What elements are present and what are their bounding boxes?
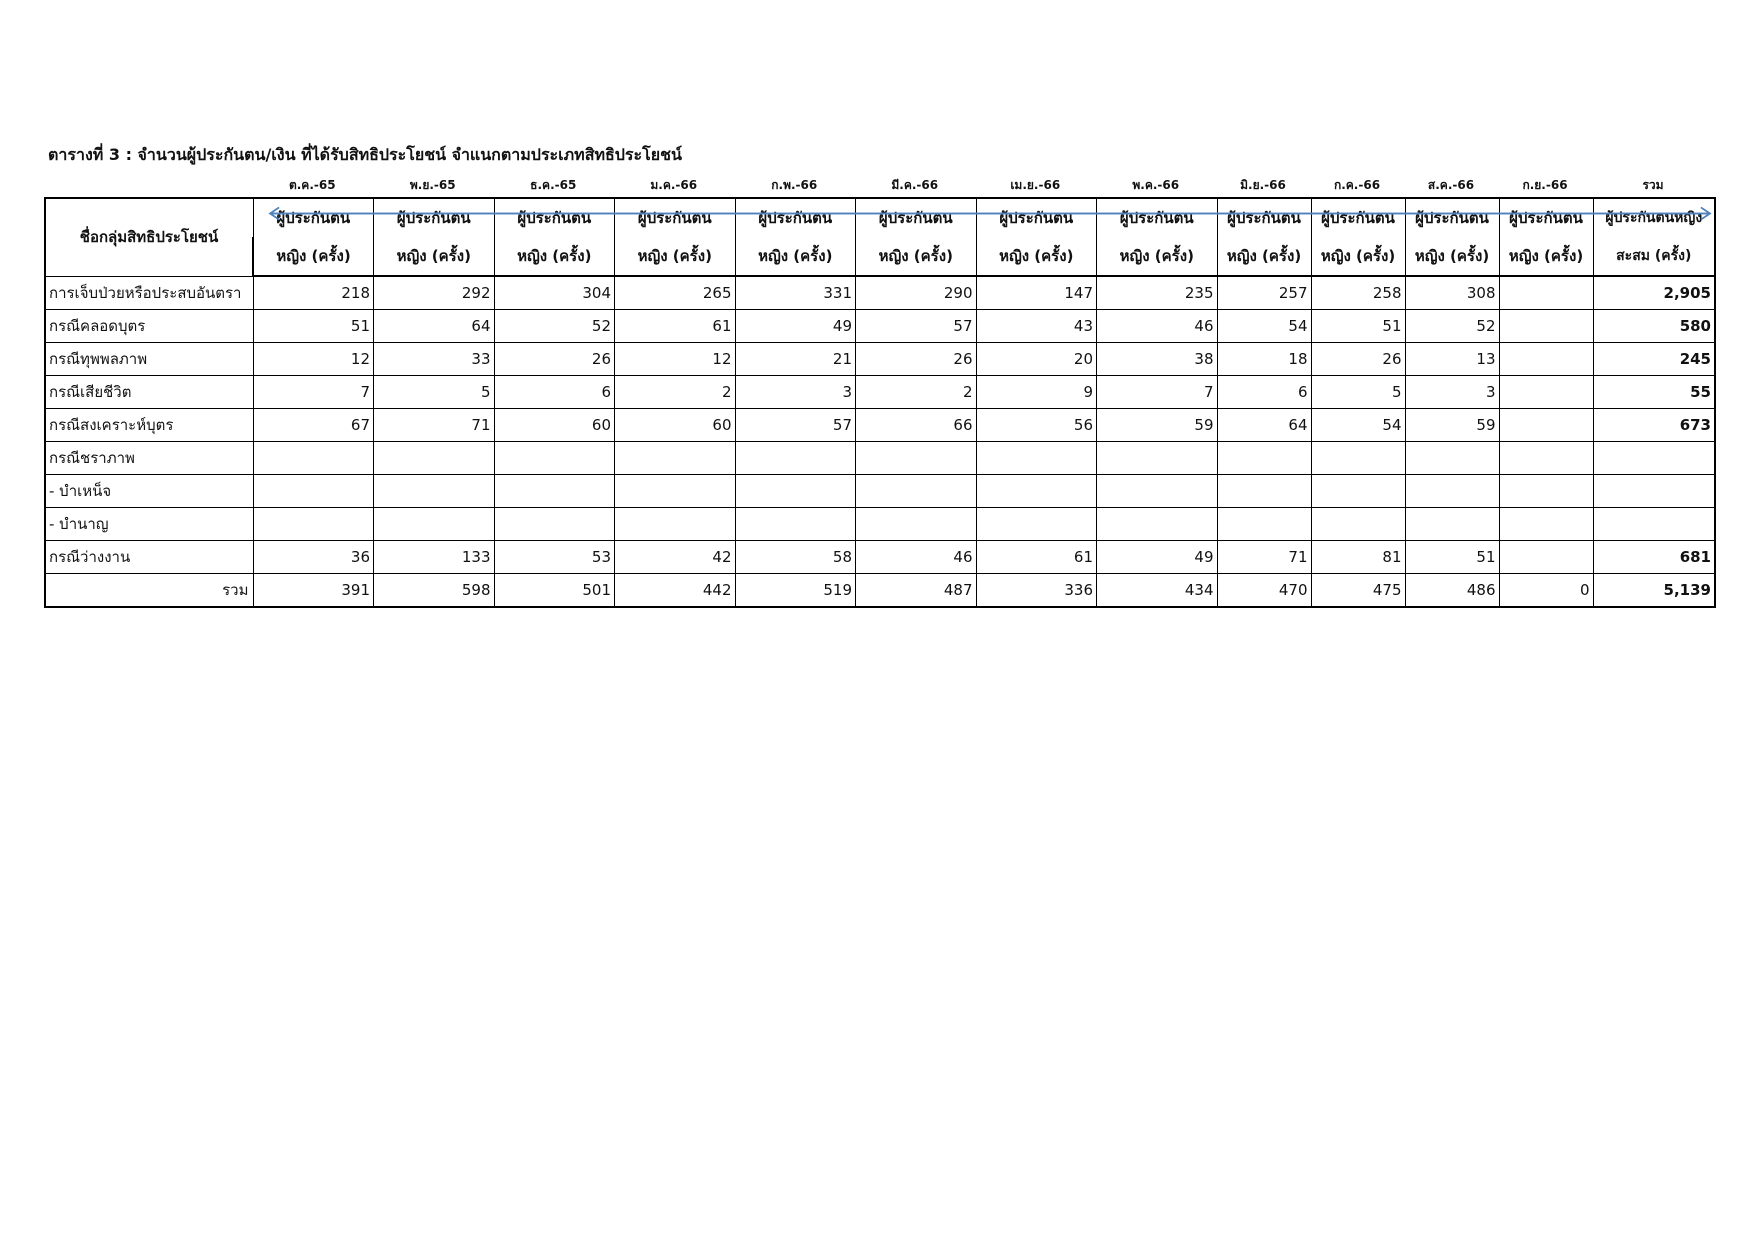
value-cell: 257 [1217,276,1311,310]
column-header-line2: หญิง (ครั้ง) [374,237,495,276]
sum-cell: 470 [1217,574,1311,608]
total-cell: 681 [1593,541,1715,574]
value-cell: 2 [615,376,736,409]
sum-row [45,574,1715,608]
month-label: ก.ย.-66 [1522,178,1568,192]
column-header-line2: หญิง (ครั้ง) [494,237,615,276]
value-cell: 133 [374,541,495,574]
table-row [45,310,1715,343]
value-cell: 5 [1311,376,1405,409]
row-label: - บำนาญ [45,508,253,541]
value-cell: 265 [615,276,736,310]
empty-cell [615,442,736,475]
table-row [45,508,1715,541]
row-label: การเจ็บป่วยหรือประสบอันตรา [45,276,253,310]
value-cell [1499,343,1593,376]
month-label: เม.ย.-66 [1010,178,1061,192]
empty-cell [735,442,856,475]
row-label: กรณีเสียชีวิต [45,376,253,409]
empty-cell [494,442,615,475]
value-cell: 147 [976,276,1097,310]
empty-cell [494,508,615,541]
column-header-line1: ผู้ประกันตน [735,198,856,237]
empty-cell [1499,475,1593,508]
month-header-row [44,176,1714,195]
sum-cell: 487 [856,574,977,608]
value-cell [1499,409,1593,442]
row-label: กรณีคลอดบุตร [45,310,253,343]
value-cell: 71 [1217,541,1311,574]
value-cell: 46 [856,541,977,574]
value-cell: 64 [1217,409,1311,442]
empty-cell [615,508,736,541]
sum-cell: 598 [374,574,495,608]
month-label: ก.ค.-66 [1333,178,1381,192]
value-cell: 71 [374,409,495,442]
column-header-line2: หญิง (ครั้ง) [1499,237,1593,276]
empty-cell [1097,508,1218,541]
value-cell: 292 [374,276,495,310]
value-cell: 38 [1097,343,1218,376]
value-cell: 56 [976,409,1097,442]
total-cell: 245 [1593,343,1715,376]
empty-cell [374,475,495,508]
sum-cell: 391 [253,574,374,608]
value-cell: 36 [253,541,374,574]
value-cell: 46 [1097,310,1218,343]
value-cell: 5 [374,376,495,409]
month-label: พ.ย.-65 [409,178,456,192]
month-label: มิ.ย.-66 [1240,178,1286,192]
column-header-line2: หญิง (ครั้ง) [1097,237,1218,276]
column-header-line2: หญิง (ครั้ง) [856,237,977,276]
empty-cell [735,508,856,541]
total-cell: 673 [1593,409,1715,442]
value-cell: 67 [253,409,374,442]
value-cell: 54 [1311,409,1405,442]
value-cell: 54 [1217,310,1311,343]
column-header-line1: ผู้ประกันตน [374,198,495,237]
table-row [45,343,1715,376]
empty-cell [1097,442,1218,475]
value-cell: 290 [856,276,977,310]
total-cell: 580 [1593,310,1715,343]
empty-cell [374,508,495,541]
value-cell: 3 [1405,376,1499,409]
month-label: ธ.ค.-65 [530,178,577,192]
empty-cell [1405,442,1499,475]
column-header-line1: ผู้ประกันตน [615,198,736,237]
empty-cell [1311,508,1405,541]
empty-cell [253,475,374,508]
sum-cell: 475 [1311,574,1405,608]
empty-cell [1311,442,1405,475]
empty-cell [1217,442,1311,475]
value-cell: 7 [253,376,374,409]
table-row [45,475,1715,508]
table-row [45,409,1715,442]
month-label: ส.ค.-66 [1427,178,1475,192]
total-cell: 55 [1593,376,1715,409]
table-row [45,541,1715,574]
empty-cell [1499,508,1593,541]
group-name-header: ชื่อกลุ่มสิทธิประโยชน์ [45,198,253,276]
empty-cell [1499,442,1593,475]
empty-cell [1217,475,1311,508]
double-arrow-icon [44,197,45,198]
empty-cell [1097,475,1218,508]
total-cell: 2,905 [1593,276,1715,310]
empty-cell [976,508,1097,541]
value-cell [1499,310,1593,343]
column-header-line1: ผู้ประกันตน [494,198,615,237]
value-cell: 308 [1405,276,1499,310]
value-cell: 51 [1405,541,1499,574]
value-cell: 64 [374,310,495,343]
value-cell: 331 [735,276,856,310]
sum-cell: 442 [615,574,736,608]
column-header-line1: ผู้ประกันตน [976,198,1097,237]
empty-cell [1593,475,1715,508]
column-header-line2: หญิง (ครั้ง) [1405,237,1499,276]
table-row [45,276,1715,310]
column-header-line1: ผู้ประกันตน [1217,198,1311,237]
empty-cell [1217,508,1311,541]
value-cell: 12 [253,343,374,376]
empty-cell [735,475,856,508]
value-cell: 33 [374,343,495,376]
value-cell: 61 [615,310,736,343]
value-cell: 52 [494,310,615,343]
value-cell: 60 [494,409,615,442]
month-spacer [44,176,252,195]
value-cell: 52 [1405,310,1499,343]
value-cell [1499,276,1593,310]
value-cell: 81 [1311,541,1405,574]
value-cell: 218 [253,276,374,310]
value-cell: 304 [494,276,615,310]
value-cell: 26 [856,343,977,376]
value-cell: 6 [1217,376,1311,409]
row-label: กรณีสงเคราะห์บุตร [45,409,253,442]
value-cell: 2 [856,376,977,409]
value-cell: 51 [253,310,374,343]
sum-cell: 434 [1097,574,1218,608]
column-header-line1: ผู้ประกันตน [253,198,374,237]
sum-cell: 336 [976,574,1097,608]
value-cell: 49 [1097,541,1218,574]
value-cell: 235 [1097,276,1218,310]
column-header-line1: ผู้ประกันตน [1405,198,1499,237]
total-header-line1: ผู้ประกันตนหญิง [1593,198,1715,237]
value-cell: 58 [735,541,856,574]
column-header-line1: ผู้ประกันตน [856,198,977,237]
empty-cell [253,442,374,475]
value-cell: 13 [1405,343,1499,376]
value-cell: 53 [494,541,615,574]
empty-cell [976,475,1097,508]
sum-cell: 0 [1499,574,1593,608]
column-header-line2: หญิง (ครั้ง) [615,237,736,276]
empty-cell [856,508,977,541]
value-cell: 7 [1097,376,1218,409]
month-label: พ.ค.-66 [1132,178,1180,192]
empty-cell [1593,508,1715,541]
value-cell: 57 [856,310,977,343]
column-header-line2: หญิง (ครั้ง) [735,237,856,276]
value-cell: 21 [735,343,856,376]
month-label: ก.พ.-66 [771,178,818,192]
value-cell: 59 [1097,409,1218,442]
empty-cell [615,475,736,508]
month-label: ต.ค.-65 [288,178,336,192]
value-cell: 51 [1311,310,1405,343]
row-label: กรณีทุพพลภาพ [45,343,253,376]
benefits-table [44,197,1716,608]
empty-cell [976,442,1097,475]
value-cell: 61 [976,541,1097,574]
column-header-line1: ผู้ประกันตน [1499,198,1593,237]
sum-cell: 519 [735,574,856,608]
value-cell: 20 [976,343,1097,376]
empty-cell [856,442,977,475]
value-cell: 258 [1311,276,1405,310]
column-header-line1: ผู้ประกันตน [1097,198,1218,237]
value-cell: 12 [615,343,736,376]
total-header-line2: สะสม (ครั้ง) [1593,237,1715,276]
empty-cell [1311,475,1405,508]
sum-total-cell: 5,139 [1593,574,1715,608]
sum-cell: 501 [494,574,615,608]
column-header-line2: หญิง (ครั้ง) [976,237,1097,276]
value-cell: 9 [976,376,1097,409]
empty-cell [1405,475,1499,508]
row-label: กรณีชราภาพ [45,442,253,475]
empty-cell [856,475,977,508]
table-title: ตารางที่ 3 : จำนวนผู้ประกันตน/เงิน ที่ได้รับสิทธิประโยชน์ จำแนกตามประเภทสิทธิประโยชน์ [48,145,682,164]
value-cell: 60 [615,409,736,442]
column-header-line2: หญิง (ครั้ง) [1217,237,1311,276]
value-cell: 43 [976,310,1097,343]
value-cell: 26 [494,343,615,376]
value-cell [1499,541,1593,574]
month-label: ม.ค.-66 [650,178,698,192]
value-cell: 6 [494,376,615,409]
column-header-line1: ผู้ประกันตน [1311,198,1405,237]
empty-cell [1593,442,1715,475]
table-row [45,376,1715,409]
value-cell [1499,376,1593,409]
value-cell: 26 [1311,343,1405,376]
value-cell: 49 [735,310,856,343]
column-header-line2: หญิง (ครั้ง) [1311,237,1405,276]
empty-cell [253,508,374,541]
sum-label: รวม [45,574,253,608]
empty-cell [374,442,495,475]
value-cell: 18 [1217,343,1311,376]
month-label: มี.ค.-66 [891,178,939,192]
month-label-total: รวม [1642,178,1664,192]
table-row [45,442,1715,475]
column-header-line2: หญิง (ครั้ง) [253,237,374,276]
sum-cell: 486 [1405,574,1499,608]
row-label: กรณีว่างงาน [45,541,253,574]
value-cell: 59 [1405,409,1499,442]
row-label: - บำเหน็จ [45,475,253,508]
value-cell: 3 [735,376,856,409]
value-cell: 42 [615,541,736,574]
empty-cell [1405,508,1499,541]
empty-cell [494,475,615,508]
value-cell: 66 [856,409,977,442]
value-cell: 57 [735,409,856,442]
